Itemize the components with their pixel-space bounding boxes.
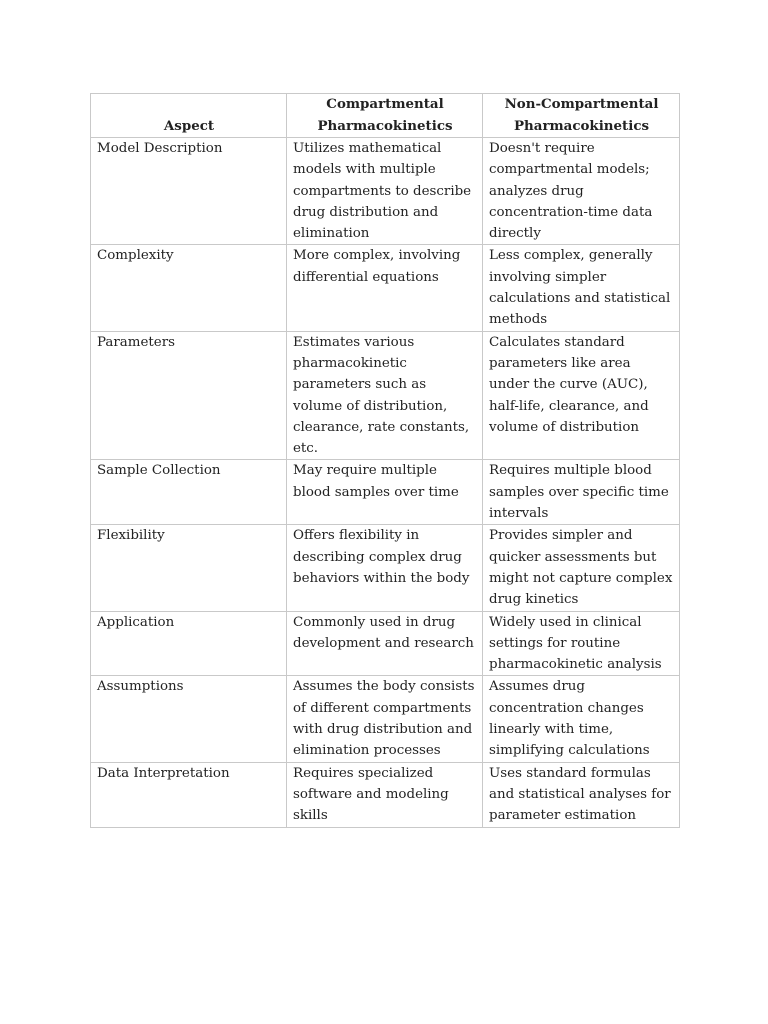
- cell-compartmental: May require multiple blood samples over time: [287, 460, 483, 525]
- table-row: [91, 245, 680, 331]
- header-compartmental: Compartmental Pharmacokinetics: [287, 94, 483, 138]
- cell-compartmental: Estimates various pharmacokinetic parameters such as volume of distribution, clearance, rate constants, etc.: [287, 331, 483, 460]
- cell-non-compartmental: Calculates standard parameters like area under the curve (AUC), half-life, clearance, and volume of distribution: [483, 331, 680, 460]
- table-body: [91, 138, 680, 828]
- cell-non-compartmental: Widely used in clinical settings for routine pharmacokinetic analysis: [483, 611, 680, 676]
- cell-non-compartmental: Uses standard formulas and statistical analyses for parameter estimation: [483, 762, 680, 827]
- table-header: [91, 94, 680, 138]
- cell-compartmental: Commonly used in drug development and research: [287, 611, 483, 676]
- cell-non-compartmental: Doesn't require compartmental models; analyzes drug concentration-time data directly: [483, 138, 680, 245]
- cell-compartmental: Offers flexibility in describing complex drug behaviors within the body: [287, 525, 483, 611]
- cell-compartmental: Requires specialized software and modeling skills: [287, 762, 483, 827]
- header-aspect: Aspect: [91, 94, 287, 138]
- cell-non-compartmental: Less complex, generally involving simpler calculations and statistical methods: [483, 245, 680, 331]
- cell-compartmental: Utilizes mathematical models with multiple compartments to describe drug distribution and elimination: [287, 138, 483, 245]
- header-non-compartmental: Non-Compartmental Pharmacokinetics: [483, 94, 680, 138]
- table-row: [91, 611, 680, 676]
- cell-non-compartmental: Assumes drug concentration changes linearly with time, simplifying calculations: [483, 676, 680, 762]
- table-row: [91, 460, 680, 525]
- table-row: [91, 762, 680, 827]
- cell-aspect: Sample Collection: [91, 460, 287, 525]
- cell-aspect: Assumptions: [91, 676, 287, 762]
- cell-aspect: Application: [91, 611, 287, 676]
- table-row: [91, 138, 680, 245]
- cell-aspect: Parameters: [91, 331, 287, 460]
- cell-aspect: Flexibility: [91, 525, 287, 611]
- table-row: [91, 525, 680, 611]
- cell-compartmental: More complex, involving differential equations: [287, 245, 483, 331]
- cell-aspect: Data Interpretation: [91, 762, 287, 827]
- cell-non-compartmental: Requires multiple blood samples over specific time intervals: [483, 460, 680, 525]
- header-row: [91, 94, 680, 138]
- cell-aspect: Model Description: [91, 138, 287, 245]
- cell-compartmental: Assumes the body consists of different compartments with drug distribution and elimination processes: [287, 676, 483, 762]
- cell-aspect: Complexity: [91, 245, 287, 331]
- table-row: [91, 676, 680, 762]
- cell-non-compartmental: Provides simpler and quicker assessments but might not capture complex drug kinetics: [483, 525, 680, 611]
- comparison-table: [90, 93, 680, 828]
- table-row: [91, 331, 680, 460]
